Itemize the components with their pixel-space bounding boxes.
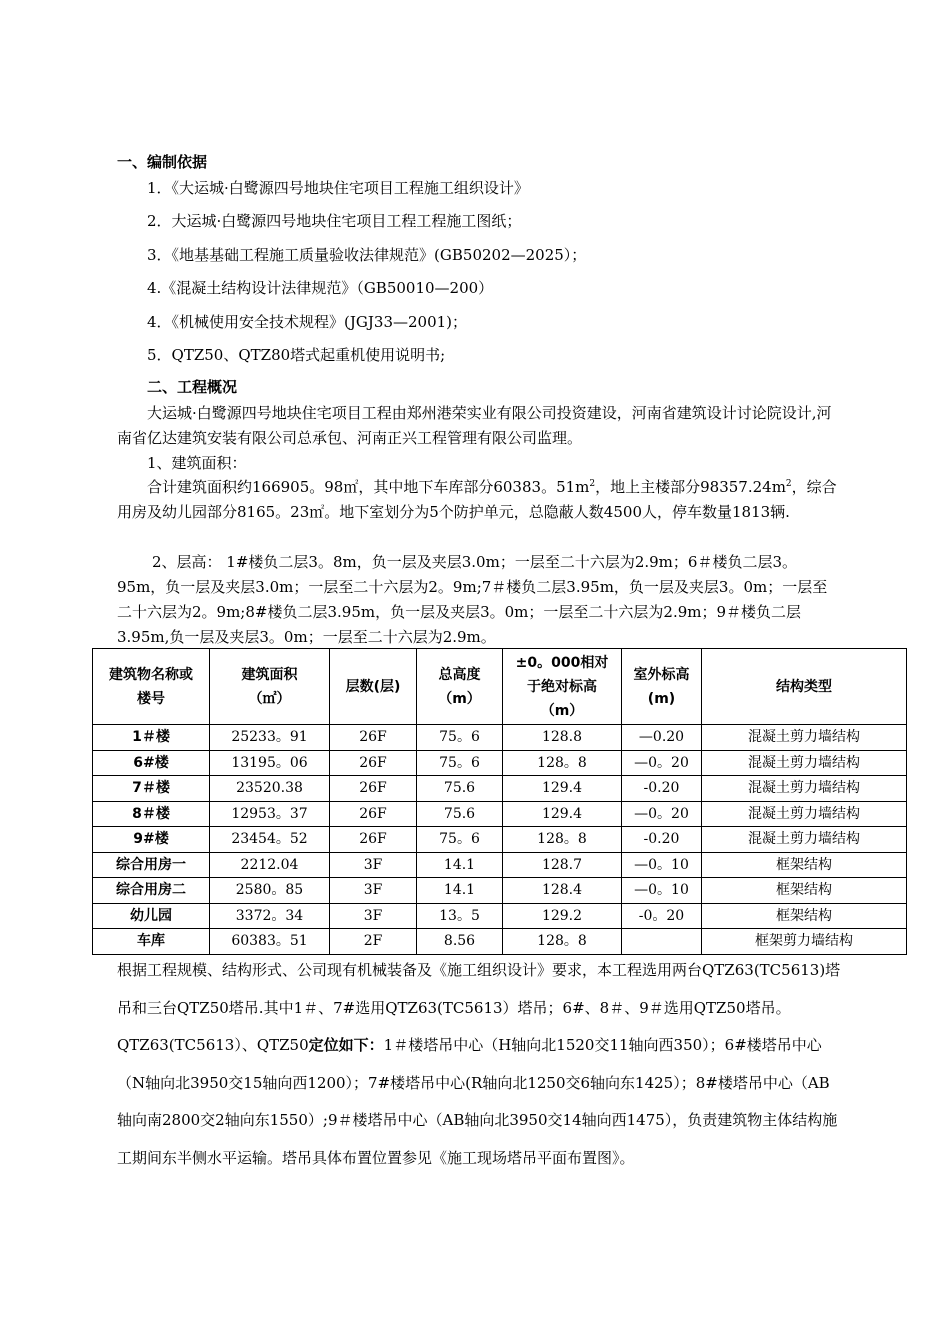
- cell-elevation: 128.4: [503, 878, 622, 904]
- header-floors: 层数(层): [330, 649, 417, 725]
- cell-outdoor: —0。20: [622, 750, 702, 776]
- area-paragraph: 合计建筑面积约166905。98㎡，其中地下车库部分60383。$51m^2$，地上主楼部分$98357.24m^2$，综合用房及幼儿园部分8165。23㎡。地下室划分为5个防护单元，总隐蔽人数4500人，停车数量1813辆.: [117, 478, 837, 521]
- cell-structure: 混凝土剪力墙结构: [702, 801, 907, 827]
- basis-item-2: 2．大运城·白鹭源四号地块住宅项目工程工程施工图纸；: [147, 212, 522, 230]
- area-heading: 1、建筑面积：: [147, 454, 247, 472]
- cell-structure: 混凝土剪力墙结构: [702, 776, 907, 802]
- cell-outdoor: —0。20: [622, 801, 702, 827]
- cell-height: 13。5: [417, 903, 503, 929]
- cell-outdoor: —0。10: [622, 878, 702, 904]
- cell-structure: 框架结构: [702, 852, 907, 878]
- header-structure: 结构类型: [702, 649, 907, 725]
- cell-floors: 26F: [330, 801, 417, 827]
- cell-area: 13195。06: [210, 750, 330, 776]
- cell-area: 23520.38: [210, 776, 330, 802]
- table-row: [93, 801, 907, 827]
- cell-outdoor: —0。10: [622, 852, 702, 878]
- cell-structure: 混凝土剪力墙结构: [702, 827, 907, 853]
- cell-elevation: 128。8: [503, 750, 622, 776]
- section1-heading: 一、编制依据: [117, 153, 208, 171]
- cell-outdoor: [622, 929, 702, 955]
- table-row: [93, 903, 907, 929]
- basis-item-5: 4．《机械使用安全技术规程》(JGJ33—2001)；: [147, 313, 468, 331]
- header-building: 建筑物名称或楼号: [93, 649, 210, 725]
- cell-structure: 框架结构: [702, 878, 907, 904]
- cell-floors: 26F: [330, 725, 417, 751]
- cell-building: 综合用房二: [93, 878, 210, 904]
- table-row: [93, 852, 907, 878]
- cell-area: 12953。37: [210, 801, 330, 827]
- cell-elevation: 128.7: [503, 852, 622, 878]
- cell-building: 7＃楼: [93, 776, 210, 802]
- cell-height: 75。6: [417, 827, 503, 853]
- cell-structure: 混凝土剪力墙结构: [702, 750, 907, 776]
- cell-height: 14.1: [417, 878, 503, 904]
- building-table: [92, 648, 907, 955]
- header-outdoor-elevation: 室外标高(m): [622, 649, 702, 725]
- crane-paragraph: 根据工程规模、结构形式、公司现有机械装备及《施工组织设计》要求，本工程选用两台QTZ63(TC5613)塔吊和三台QTZ50塔吊.其中1＃、7#选用QTZ63(TC5613）塔吊；6#、8＃、9＃选用QTZ50塔吊。QTZ63(TC5613）、QTZ50定位如下：1＃楼塔吊中心（H轴向北1520交11轴向西350）；6#楼塔吊中心（N轴向北3950交15轴向西1200）；7#楼塔吊中心(R轴向北1250交6轴向东1425）；8#楼塔吊中心（AB轴向南2800交2轴向东1550）;9＃楼塔吊中心（AB轴向北3950交14轴向西1475），负责建筑物主体结构施工期间东半侧水平运输。塔吊具体布置位置参见《施工现场塔吊平面布置图》。: [117, 961, 841, 1167]
- cell-area: 60383。51: [210, 929, 330, 955]
- cell-floors: 3F: [330, 852, 417, 878]
- cell-height: 75。6: [417, 750, 503, 776]
- cell-elevation: 128。8: [503, 929, 622, 955]
- cell-floors: 26F: [330, 776, 417, 802]
- cell-area: 3372。34: [210, 903, 330, 929]
- cell-height: 75.6: [417, 776, 503, 802]
- table-row: [93, 929, 907, 955]
- cell-height: 75.6: [417, 801, 503, 827]
- cell-elevation: 129.4: [503, 776, 622, 802]
- table-header-row: [93, 649, 907, 725]
- basis-item-4: 4.《混凝土结构设计法律规范》（GB50010—200）: [147, 279, 494, 297]
- cell-building: 1＃楼: [93, 725, 210, 751]
- table-row: [93, 776, 907, 802]
- cell-elevation: 128.8: [503, 725, 622, 751]
- cell-elevation: 128。8: [503, 827, 622, 853]
- header-area: 建筑面积（㎡）: [210, 649, 330, 725]
- cell-area: 25233。91: [210, 725, 330, 751]
- header-elevation: ±0。000相对于绝对标高（m）: [503, 649, 622, 725]
- cell-floors: 3F: [330, 878, 417, 904]
- cell-structure: 框架剪力墙结构: [702, 929, 907, 955]
- cell-floors: 26F: [330, 827, 417, 853]
- table-row: [93, 725, 907, 751]
- cell-building: 8＃楼: [93, 801, 210, 827]
- section2-heading: 二、工程概况: [147, 378, 238, 396]
- cell-elevation: 129.4: [503, 801, 622, 827]
- basis-item-3: 3．《地基基础工程施工质量验收法律规范》(GB50202—2025）；: [147, 246, 587, 264]
- cell-height: 75。6: [417, 725, 503, 751]
- cell-area: 23454。52: [210, 827, 330, 853]
- cell-height: 14.1: [417, 852, 503, 878]
- cell-area: 2580。85: [210, 878, 330, 904]
- cell-outdoor: -0。20: [622, 903, 702, 929]
- cell-structure: 框架结构: [702, 903, 907, 929]
- cell-floors: 2F: [330, 929, 417, 955]
- basis-item-6: 5．QTZ50、QTZ80塔式起重机使用说明书;: [147, 346, 446, 364]
- table-row: [93, 878, 907, 904]
- cell-floors: 3F: [330, 903, 417, 929]
- table-row: [93, 750, 907, 776]
- cell-outdoor: -0.20: [622, 776, 702, 802]
- cell-elevation: 129.2: [503, 903, 622, 929]
- cell-height: 8.56: [417, 929, 503, 955]
- project-intro: 大运城·白鹭源四号地块住宅项目工程由郑州港荣实业有限公司投资建设，河南省建筑设计讨论院设计,河南省亿达建筑安装有限公司总承包、河南正兴工程管理有限公司监理。: [117, 404, 832, 447]
- header-height: 总高度（m）: [417, 649, 503, 725]
- cell-building: 6#楼: [93, 750, 210, 776]
- table-row: [93, 827, 907, 853]
- cell-structure: 混凝土剪力墙结构: [702, 725, 907, 751]
- cell-building: 幼儿园: [93, 903, 210, 929]
- cell-outdoor: -0.20: [622, 827, 702, 853]
- floor-height-paragraph: 2、层高： 1#楼负二层3。8m，负一层及夹层3.0m；一层至二十六层为2.9m；6＃楼负二层3。95m，负一层及夹层3.0m；一层至二十六层为2。9m;7＃楼负二层3.95m，负一层及夹层3。0m；一层至二十六层为2。9m;8#楼负二层3.95m，负一层及夹层3。0m；一层至二十六层为2.9m；9＃楼负二层3.95m,负一层及夹层3。0m；一层至二十六层为2.9m。: [117, 553, 828, 646]
- cell-building: 车库: [93, 929, 210, 955]
- cell-outdoor: —0.20: [622, 725, 702, 751]
- cell-building: 综合用房一: [93, 852, 210, 878]
- cell-floors: 26F: [330, 750, 417, 776]
- basis-item-1: 1．《大运城·白鹭源四号地块住宅项目工程施工组织设计》: [147, 179, 529, 197]
- cell-building: 9#楼: [93, 827, 210, 853]
- cell-area: 2212.04: [210, 852, 330, 878]
